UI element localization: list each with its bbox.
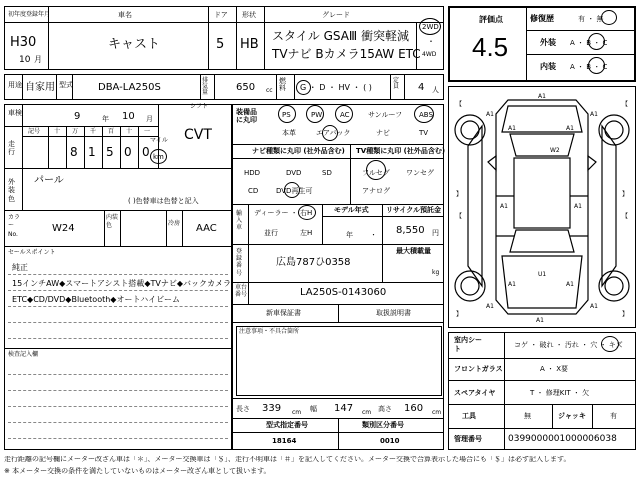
fuel-label: 燃料 (279, 77, 286, 92)
car-name: キャスト (108, 37, 161, 52)
equip-ps: PS (282, 111, 291, 119)
score-label: 評価点 (479, 15, 503, 24)
nav-sd: SD (322, 169, 332, 177)
grade-line-1: スタイル GSAⅢ 衝突軽減 (272, 29, 410, 43)
run-label: 走行 (8, 140, 15, 157)
fuel-gas-circle-icon (296, 80, 311, 95)
nav-dvd-play: DVD再生可 (276, 187, 313, 195)
warranty-label: 新車保証書 (266, 309, 301, 317)
import-dealer: ディーラー ・ (254, 209, 298, 217)
seat-label: 室内シート (454, 336, 482, 354)
bracket-close-2: 】 (622, 191, 629, 198)
fuel-value: G ・ D ・ HV ・ ( ) (300, 83, 372, 92)
sales-point-line-3: ETC◆CD/DVD◆Bluetooth◆オートハイビーム (12, 295, 180, 304)
mark-a1-door-l: A1 (500, 203, 508, 210)
usage-label: 用途 (8, 81, 22, 89)
mark-a1-rear-l: A1 (508, 281, 516, 288)
first-reg-year: H30 (10, 35, 37, 50)
manage-no-value: 0399000001000006038 (508, 434, 617, 444)
equip-abs: ABS (419, 111, 433, 119)
bracket-close-3: 】 (456, 311, 463, 318)
import-right: 右H (300, 209, 313, 217)
mark-a1-fl: A1 (486, 111, 494, 118)
shift-value: CVT (184, 127, 212, 143)
nav-title: ナビ種類に丸印 (社外品含む) (252, 147, 345, 155)
mark-a1-rl: A1 (486, 303, 494, 310)
ac-value: AAC (196, 223, 217, 234)
mark-a1-hood-l: A1 (508, 125, 516, 132)
first-reg-month-unit: 月 (34, 55, 42, 64)
sales-point-line-1: 純正 (12, 263, 28, 272)
manual-label: 取扱説明書 (376, 309, 411, 317)
drive-dot: ・ (427, 37, 435, 46)
shape-label: 形状 (242, 11, 256, 19)
import-left: 左H (300, 229, 313, 237)
door-count: 5 (216, 37, 225, 52)
color-no-label: カラーNo. (8, 214, 21, 238)
import-label: 輸入車 (236, 210, 243, 232)
tv-fullseg-circle-icon (366, 160, 386, 180)
jack-label: ジャッキ (558, 412, 586, 420)
equip-airbag-circle-icon (322, 125, 338, 141)
km-label: km (153, 153, 164, 161)
repair-value: 有 ・ 無 (578, 15, 604, 23)
digit-header-4: 十 (126, 128, 133, 135)
ext-grade-value: A ・ B ・ C (570, 39, 608, 47)
nav-dvd: DVD (286, 169, 302, 177)
digit-header-2: 千 (90, 128, 97, 135)
jack-value: 有 (610, 412, 617, 420)
equip-airbag: エアバック (316, 129, 351, 137)
cc-unit: cc (266, 87, 273, 94)
equip-ps-circle-icon (278, 105, 296, 123)
inspection-year: 9 (74, 111, 81, 122)
interior-color-label: 内装色 (106, 214, 119, 230)
model-year-label: モデル年式 (334, 206, 369, 214)
color-no-value: W24 (52, 223, 75, 234)
bracket-close-1: 】 (456, 191, 463, 198)
first-reg-label: 初年度登録年月 (8, 11, 51, 18)
inspector-label: 検査記入欄 (8, 351, 39, 358)
digit-0: 8 (70, 145, 78, 159)
digit-3: 0 (124, 145, 132, 159)
notes-label: 注意事項・不具合箇所 (239, 328, 300, 335)
mile-label: マイル (150, 137, 168, 144)
glass-value: A ・ X要 (540, 365, 569, 373)
width-label: 幅 (310, 405, 317, 413)
digit-header-3: 百 (108, 128, 115, 135)
footer-note-2: ※ 本メーター交換の条件を満たしていないものはメーター改ざん車として扱います。 (4, 467, 271, 475)
ext-color-label: 外装色 (8, 178, 15, 203)
tv-analog: アナログ (362, 187, 390, 195)
mark-w2: W2 (550, 147, 560, 154)
recycle-value: 8,550 (396, 225, 425, 236)
manage-no-label: 管理番号 (454, 435, 482, 443)
height-label: 高さ (378, 405, 392, 413)
chassis-label: 車台番号 (235, 284, 248, 299)
spare-value: T ・ 修理KIT ・ 欠 (530, 389, 590, 397)
inspection-month-unit: 月 (146, 115, 153, 123)
bracket-close-4: 】 (622, 311, 629, 318)
left-body-box (4, 104, 232, 450)
displacement-value: 650 (236, 82, 256, 93)
glass-label: フロントガラス (454, 365, 503, 373)
digit-header-1: 万 (72, 128, 79, 135)
inspection-year-unit: 年 (102, 115, 109, 123)
seats-label: 定員 (393, 77, 400, 90)
mark-u1: U1 (538, 271, 547, 278)
spare-label: スペアタイヤ (454, 389, 496, 397)
import-parallel: 並行 (264, 229, 278, 237)
km-circle-icon (150, 149, 167, 164)
tv-oneseg: ワンセグ (406, 169, 434, 177)
recycle-label: リサイクル預託金 (386, 206, 442, 214)
mark-a1-front: A1 (538, 93, 546, 100)
ext-grade-b-circle-icon (588, 33, 605, 50)
length-unit: cm (292, 409, 302, 416)
grade-line-2: TVナビ Bカメラ15AW ETC (272, 47, 421, 61)
usage-value: 自家用 (25, 82, 55, 93)
repair-none-circle-icon (601, 10, 617, 25)
equip-pw: PW (311, 111, 323, 119)
mark-a1-fr: A1 (590, 111, 598, 118)
bracket-open-1: 【 (456, 101, 463, 108)
width-unit: cm (362, 409, 372, 416)
color-change-note: ( )色替車は色替と記入 (128, 197, 199, 205)
inspection-month: 10 (122, 111, 135, 122)
car-diagram (448, 86, 636, 328)
mark-a1-door-r: A1 (574, 203, 582, 210)
bracket-open-3: 【 (456, 213, 463, 220)
seat-kizu-circle-icon (601, 336, 619, 352)
digit-2: 5 (106, 145, 114, 159)
seat-items: コゲ ・ 破れ ・ 汚れ ・ 穴 ・ キズ (514, 341, 623, 349)
ext-color-value: パール (34, 175, 64, 186)
sales-point-label: セールスポイント (8, 249, 56, 256)
body-shape: HB (240, 37, 259, 52)
length-value: 339 (262, 403, 282, 414)
class-no-label: 類別区分番号 (362, 421, 404, 429)
mark-a1-rear-r: A1 (566, 281, 574, 288)
equip-abs-circle-icon (414, 105, 434, 123)
equip-sunroof: サンルーフ (368, 111, 403, 119)
ext-grade-label: 外装 (540, 38, 556, 47)
drive-2wd-circle-icon (419, 18, 441, 35)
length-label: 長さ (236, 405, 250, 413)
digit-4: 0 (142, 145, 150, 159)
model-no-label: 型式指定番号 (266, 421, 308, 429)
displacement-label: 排気量 (202, 77, 209, 96)
import-right-circle-icon (298, 205, 316, 220)
equip-tv: TV (419, 129, 429, 137)
height-unit: cm (432, 409, 442, 416)
digit-header-5: 一 (144, 128, 151, 135)
tv-title: TV種類に丸印 (社外品含む) (356, 147, 446, 155)
equip-pw-circle-icon (306, 105, 324, 123)
bracket-open-2: 【 (622, 101, 629, 108)
nav-dvd-play-circle-icon (284, 182, 300, 198)
footer-note-1: 走行距離の記号欄にメーター改ざん車は「＊」、メーター交換車は「＄」、走行不明車は「＃」を記入してください。メーター交換で合算表示した場合にも「＄」は必ず記入します。 (4, 456, 571, 463)
model-value: DBA-LA250S (98, 82, 161, 93)
equip-leather: 本革 (282, 129, 296, 137)
model-year-unit: 年 (346, 231, 353, 239)
notes-box (236, 326, 442, 396)
ac-label: 冷房 (168, 220, 181, 227)
model-no-value: 18164 (272, 437, 297, 445)
nav-hdd: HDD (244, 169, 261, 177)
int-grade-label: 内装 (540, 62, 556, 71)
drive-4wd: 4WD (422, 51, 437, 58)
first-reg-month: 10 (19, 55, 31, 65)
reg-no-label: 登録番号 (236, 248, 243, 277)
tv-fullseg: フルセグ (362, 169, 390, 177)
mark-a1-back: A1 (536, 317, 544, 324)
mark-a1-rr: A1 (590, 303, 598, 310)
seats-unit: 人 (432, 86, 439, 94)
equipment-label: 装備品に丸印 (236, 108, 257, 125)
bracket-open-4: 【 (622, 213, 629, 220)
max-load-label: 最大積載量 (396, 247, 431, 255)
max-load-unit: kg (432, 269, 440, 276)
grade-label: グレード (322, 11, 350, 19)
recycle-yen: 円 (432, 229, 439, 237)
tool-value: 無 (524, 412, 531, 420)
tool-label: 工具 (462, 412, 476, 420)
chassis-value: LA250S-0143060 (300, 287, 387, 298)
inspection-label: 車検 (8, 109, 22, 117)
car-name-label: 車名 (118, 11, 132, 19)
equip-ac-circle-icon (335, 105, 353, 123)
shift-label: シフト (190, 103, 209, 110)
seats-value: 4 (418, 82, 425, 93)
model-year-sep: ・ (370, 231, 377, 239)
repair-label: 修復歴 (530, 14, 554, 23)
equip-navi: ナビ (376, 129, 390, 137)
sales-point-line-2: 15インチAW◆スマートアシスト搭載◆TVナビ◆バックカメラ (12, 279, 231, 288)
nav-cd: CD (248, 187, 259, 195)
equip-ac: AC (340, 111, 350, 119)
kisu-label: 記号 (28, 128, 41, 135)
drive-2wd: 2WD (422, 23, 439, 31)
score-value: 4.5 (472, 32, 509, 62)
mark-a1-hood-r: A1 (566, 125, 574, 132)
class-no-value: 0010 (380, 437, 400, 445)
int-grade-value: A ・ B ・ C (570, 63, 608, 71)
int-grade-b-circle-icon (588, 57, 605, 74)
height-value: 160 (404, 403, 424, 414)
width-value: 147 (334, 403, 354, 414)
digit-header-0: 十 (54, 128, 61, 135)
digit-1: 1 (88, 145, 96, 159)
reg-no-value: 広島787ひ0358 (276, 257, 351, 268)
model-label: 型式 (59, 81, 73, 89)
door-label: ドア (214, 11, 228, 19)
